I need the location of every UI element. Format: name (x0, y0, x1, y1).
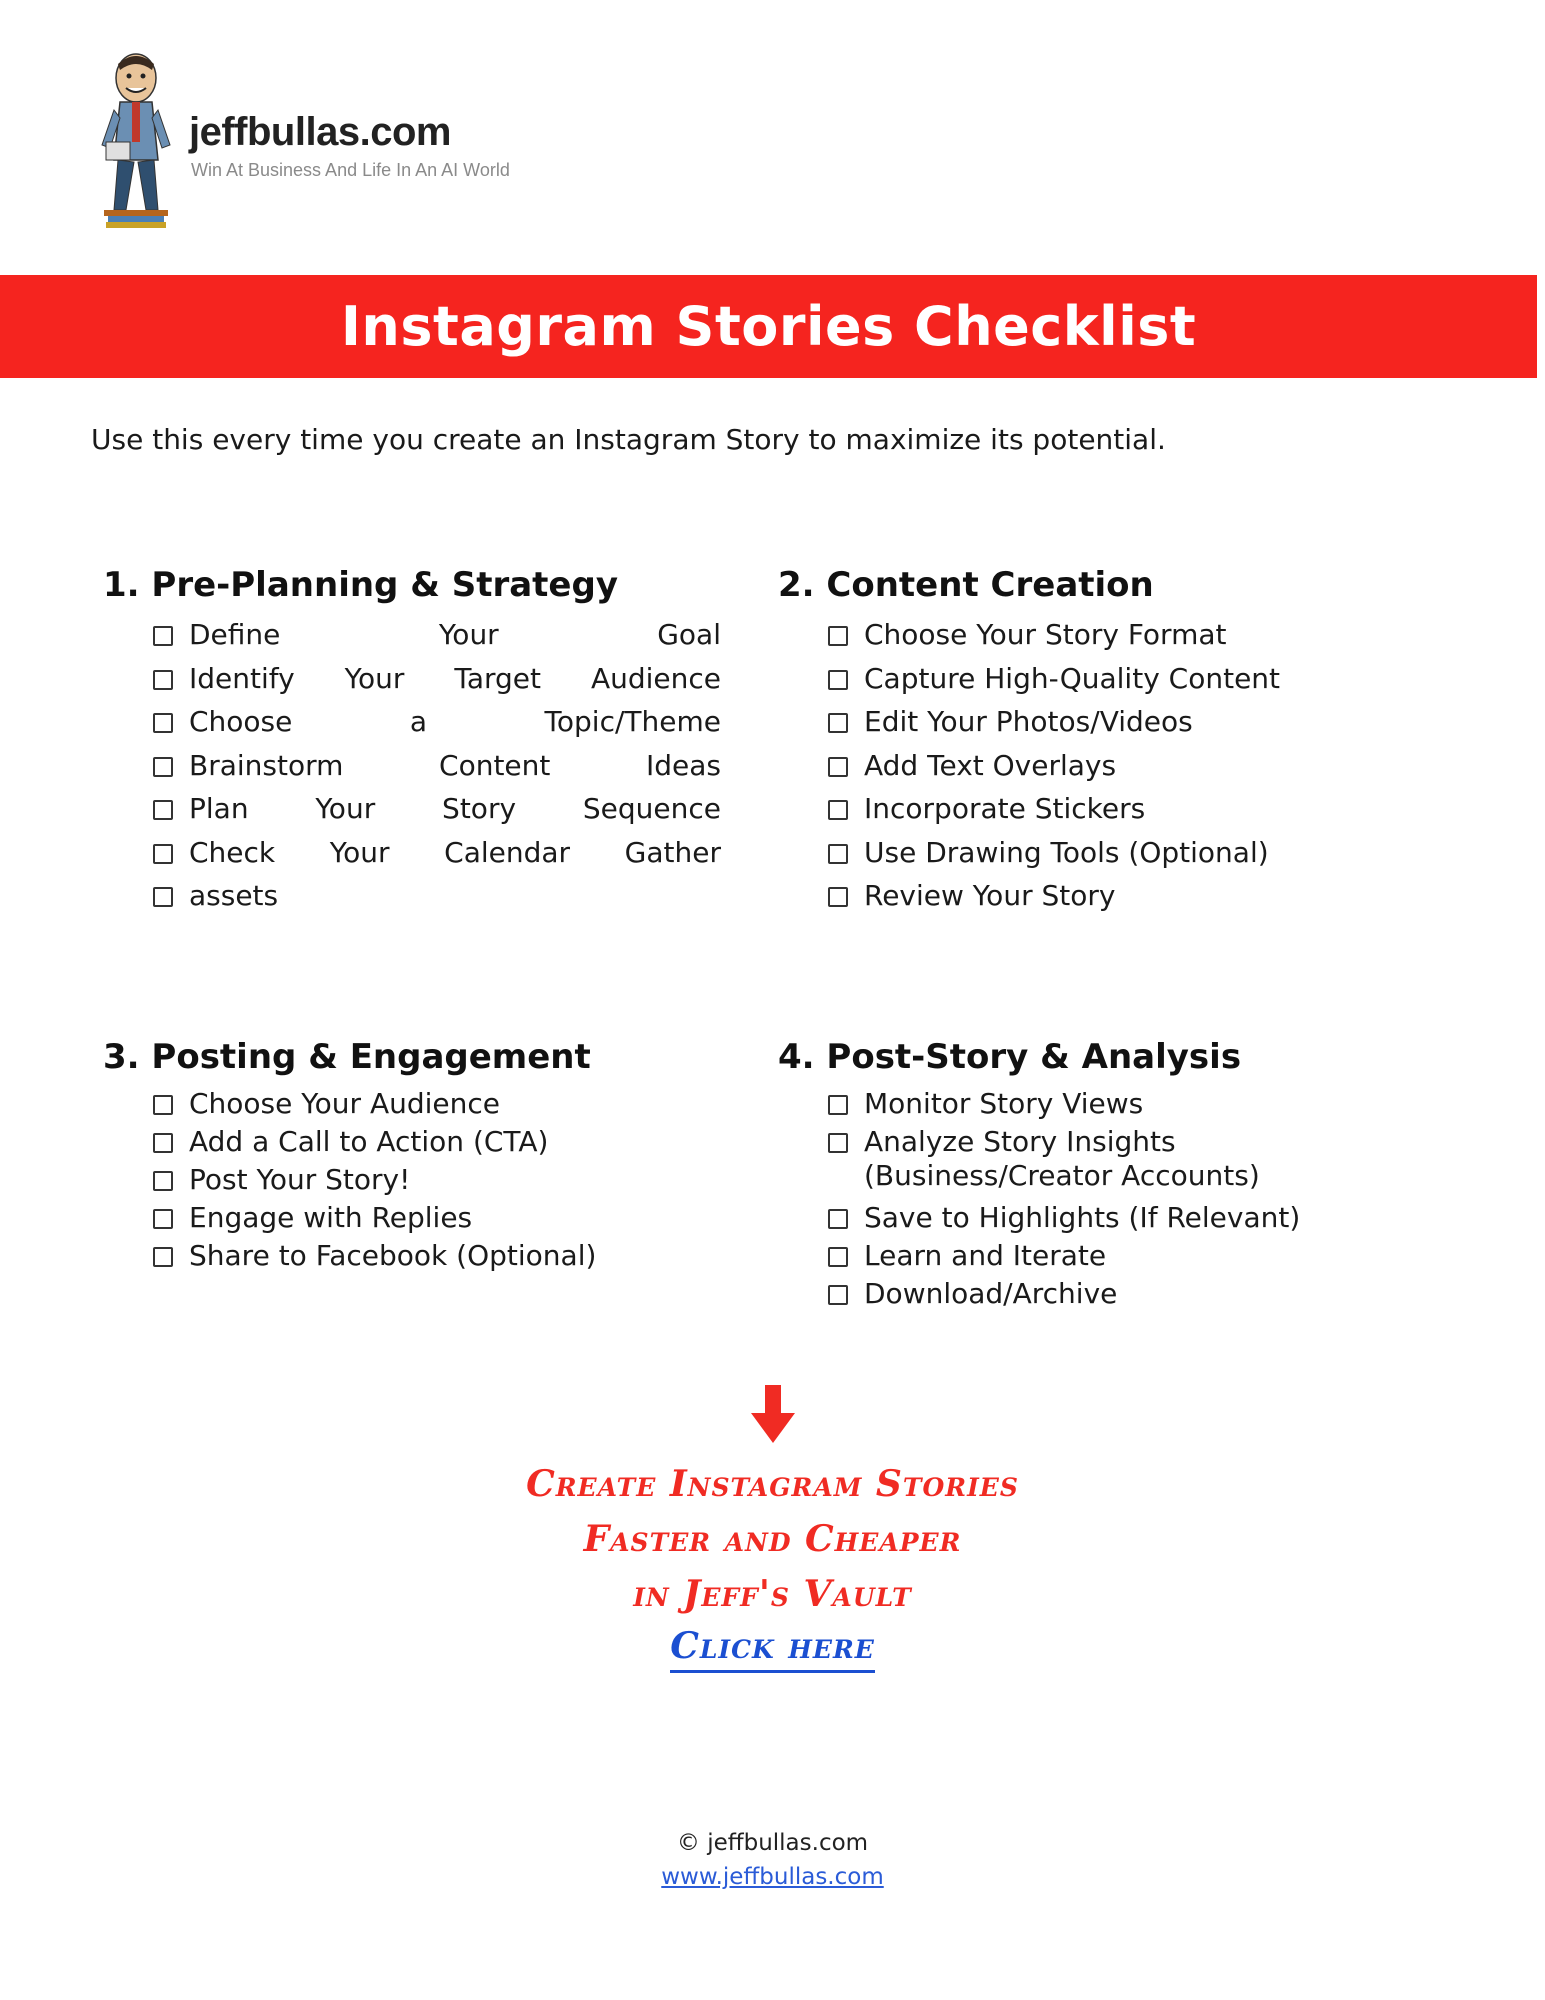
section-content-creation (778, 565, 1281, 912)
checkbox[interactable] (153, 1247, 173, 1267)
arrow-down-icon (749, 1385, 797, 1445)
checklist-item-label: Incorporate Stickers (864, 792, 1146, 825)
checklist-item-label: Capture High-Quality Content (864, 661, 1281, 695)
checkbox[interactable] (153, 757, 173, 777)
checkbox[interactable] (828, 1133, 848, 1153)
checklist-item (153, 618, 721, 662)
checkbox[interactable] (828, 1247, 848, 1267)
checklist-item-label: Share to Facebook (Optional) (189, 1239, 597, 1272)
checklist-item (828, 662, 1280, 706)
section-title: 3. Posting & Engagement (103, 1037, 591, 1077)
click-here-link[interactable]: Click here (670, 1622, 875, 1673)
checklist-item-label-line: Analyze Story Insights (864, 1125, 1176, 1158)
checklist-item (153, 836, 721, 880)
title-banner (0, 275, 1537, 378)
checklist-item (828, 618, 1280, 662)
checklist-item-label: Post Your Story! (189, 1163, 411, 1196)
checklist-item-label: Choose Your Audience (189, 1087, 500, 1120)
checkbox[interactable] (153, 713, 173, 733)
checkbox[interactable] (153, 1209, 173, 1229)
cta-line: Create Instagram Stories (526, 1463, 1019, 1505)
checklist-item (828, 879, 1280, 923)
checklist-item-label: Monitor Story Views (864, 1087, 1144, 1120)
checklist-item-label: Add a Call to Action (CTA) (189, 1125, 549, 1158)
checkbox[interactable] (153, 887, 173, 907)
checklist-item (153, 1201, 596, 1239)
checkbox[interactable] (828, 670, 848, 690)
checklist-item (153, 1125, 596, 1163)
checkbox[interactable] (153, 1171, 173, 1191)
checklist-item (828, 1277, 1300, 1315)
checklist-item (828, 792, 1280, 836)
section-pre-planning (103, 565, 721, 912)
checkbox[interactable] (828, 800, 848, 820)
checkbox[interactable] (153, 1133, 173, 1153)
cta-text (0, 1457, 1545, 1622)
checklist-item (828, 1125, 1300, 1201)
checkbox[interactable] (828, 1209, 848, 1229)
cta-block (0, 1385, 1545, 1673)
checklist-item-label: Use Drawing Tools (Optional) (864, 835, 1269, 869)
caricature-logo-icon (96, 50, 176, 230)
checklist-item (828, 705, 1280, 749)
checklist (153, 618, 721, 923)
checkbox[interactable] (153, 1095, 173, 1115)
checklist-item-label (864, 1125, 1260, 1192)
checklist-item-label: Review Your Story (864, 879, 1116, 912)
checklist-item-label: Save to Highlights (If Relevant) (864, 1201, 1301, 1234)
checklist-item (828, 1239, 1300, 1277)
section-posting-engagement (103, 1037, 597, 1272)
intro-text: Use this every time you create an Instagram Story to maximize its potential. (91, 423, 1166, 456)
checklist-item-label: Learn and Iterate (864, 1239, 1107, 1272)
checklist (828, 1087, 1300, 1315)
checklist-item (828, 1201, 1300, 1239)
checklist-item (828, 836, 1280, 880)
site-logo (96, 50, 566, 240)
checklist-item (153, 1239, 596, 1277)
checklist-item (828, 1087, 1300, 1125)
checklist-item (828, 749, 1280, 793)
checkbox[interactable] (828, 626, 848, 646)
copyright-text: © jeffbullas.com (676, 1830, 869, 1856)
checklist-item-label: Download/Archive (864, 1277, 1118, 1310)
cta-line: in Jeff's Vault (633, 1573, 912, 1615)
checklist-item (153, 879, 721, 923)
checkbox[interactable] (828, 1285, 848, 1305)
footer (0, 1826, 1545, 1894)
checklist-item-label: assets (189, 879, 279, 912)
checklist-item-label: Define Your Goal (189, 618, 721, 651)
checklist-item-label: Add Text Overlays (864, 748, 1117, 782)
checkbox[interactable] (153, 800, 173, 820)
checklist-item (153, 662, 721, 706)
checklist (828, 618, 1280, 923)
checklist-item (153, 1163, 596, 1201)
checkbox[interactable] (828, 887, 848, 907)
checklist-item-label: Brainstorm Content Ideas (189, 748, 721, 782)
checkbox[interactable] (153, 626, 173, 646)
checklist-item-label: Check Your Calendar Gather (189, 835, 721, 869)
checkbox[interactable] (153, 670, 173, 690)
logo-name: jeffbullas.com (189, 110, 451, 154)
cta-line: Faster and Cheaper (583, 1518, 962, 1560)
section-title: 4. Post-Story & Analysis (778, 1037, 1242, 1077)
page-title: Instagram Stories Checklist (340, 295, 1197, 358)
checklist-item-label: Engage with Replies (189, 1201, 473, 1234)
checkbox[interactable] (153, 844, 173, 864)
checklist (153, 1087, 596, 1277)
checklist-item (153, 705, 721, 749)
checklist-item-label: Plan Your Story Sequence (189, 792, 721, 825)
checkbox[interactable] (828, 844, 848, 864)
logo-tagline: Win At Business And Life In An AI World (191, 160, 510, 180)
checkbox[interactable] (828, 1095, 848, 1115)
checklist-item-label: Edit Your Photos/Videos (864, 705, 1193, 738)
checklist-item-label: Identify Your Target Audience (189, 661, 721, 695)
checklist-item-label-line: (Business/Creator Accounts) (864, 1158, 1260, 1192)
checklist-item (153, 1087, 596, 1125)
website-link[interactable]: www.jeffbullas.com (661, 1864, 884, 1890)
checklist-item (153, 749, 721, 793)
checklist-item (153, 792, 721, 836)
section-title: 1. Pre-Planning & Strategy (103, 565, 618, 605)
section-title: 2. Content Creation (778, 565, 1154, 605)
checklist-item-label: Choose Your Story Format (864, 618, 1227, 651)
section-post-story-analysis (778, 1037, 1301, 1310)
checkbox[interactable] (828, 757, 848, 777)
checkbox[interactable] (828, 713, 848, 733)
checklist-item-label: Choose a Topic/Theme (189, 705, 721, 738)
